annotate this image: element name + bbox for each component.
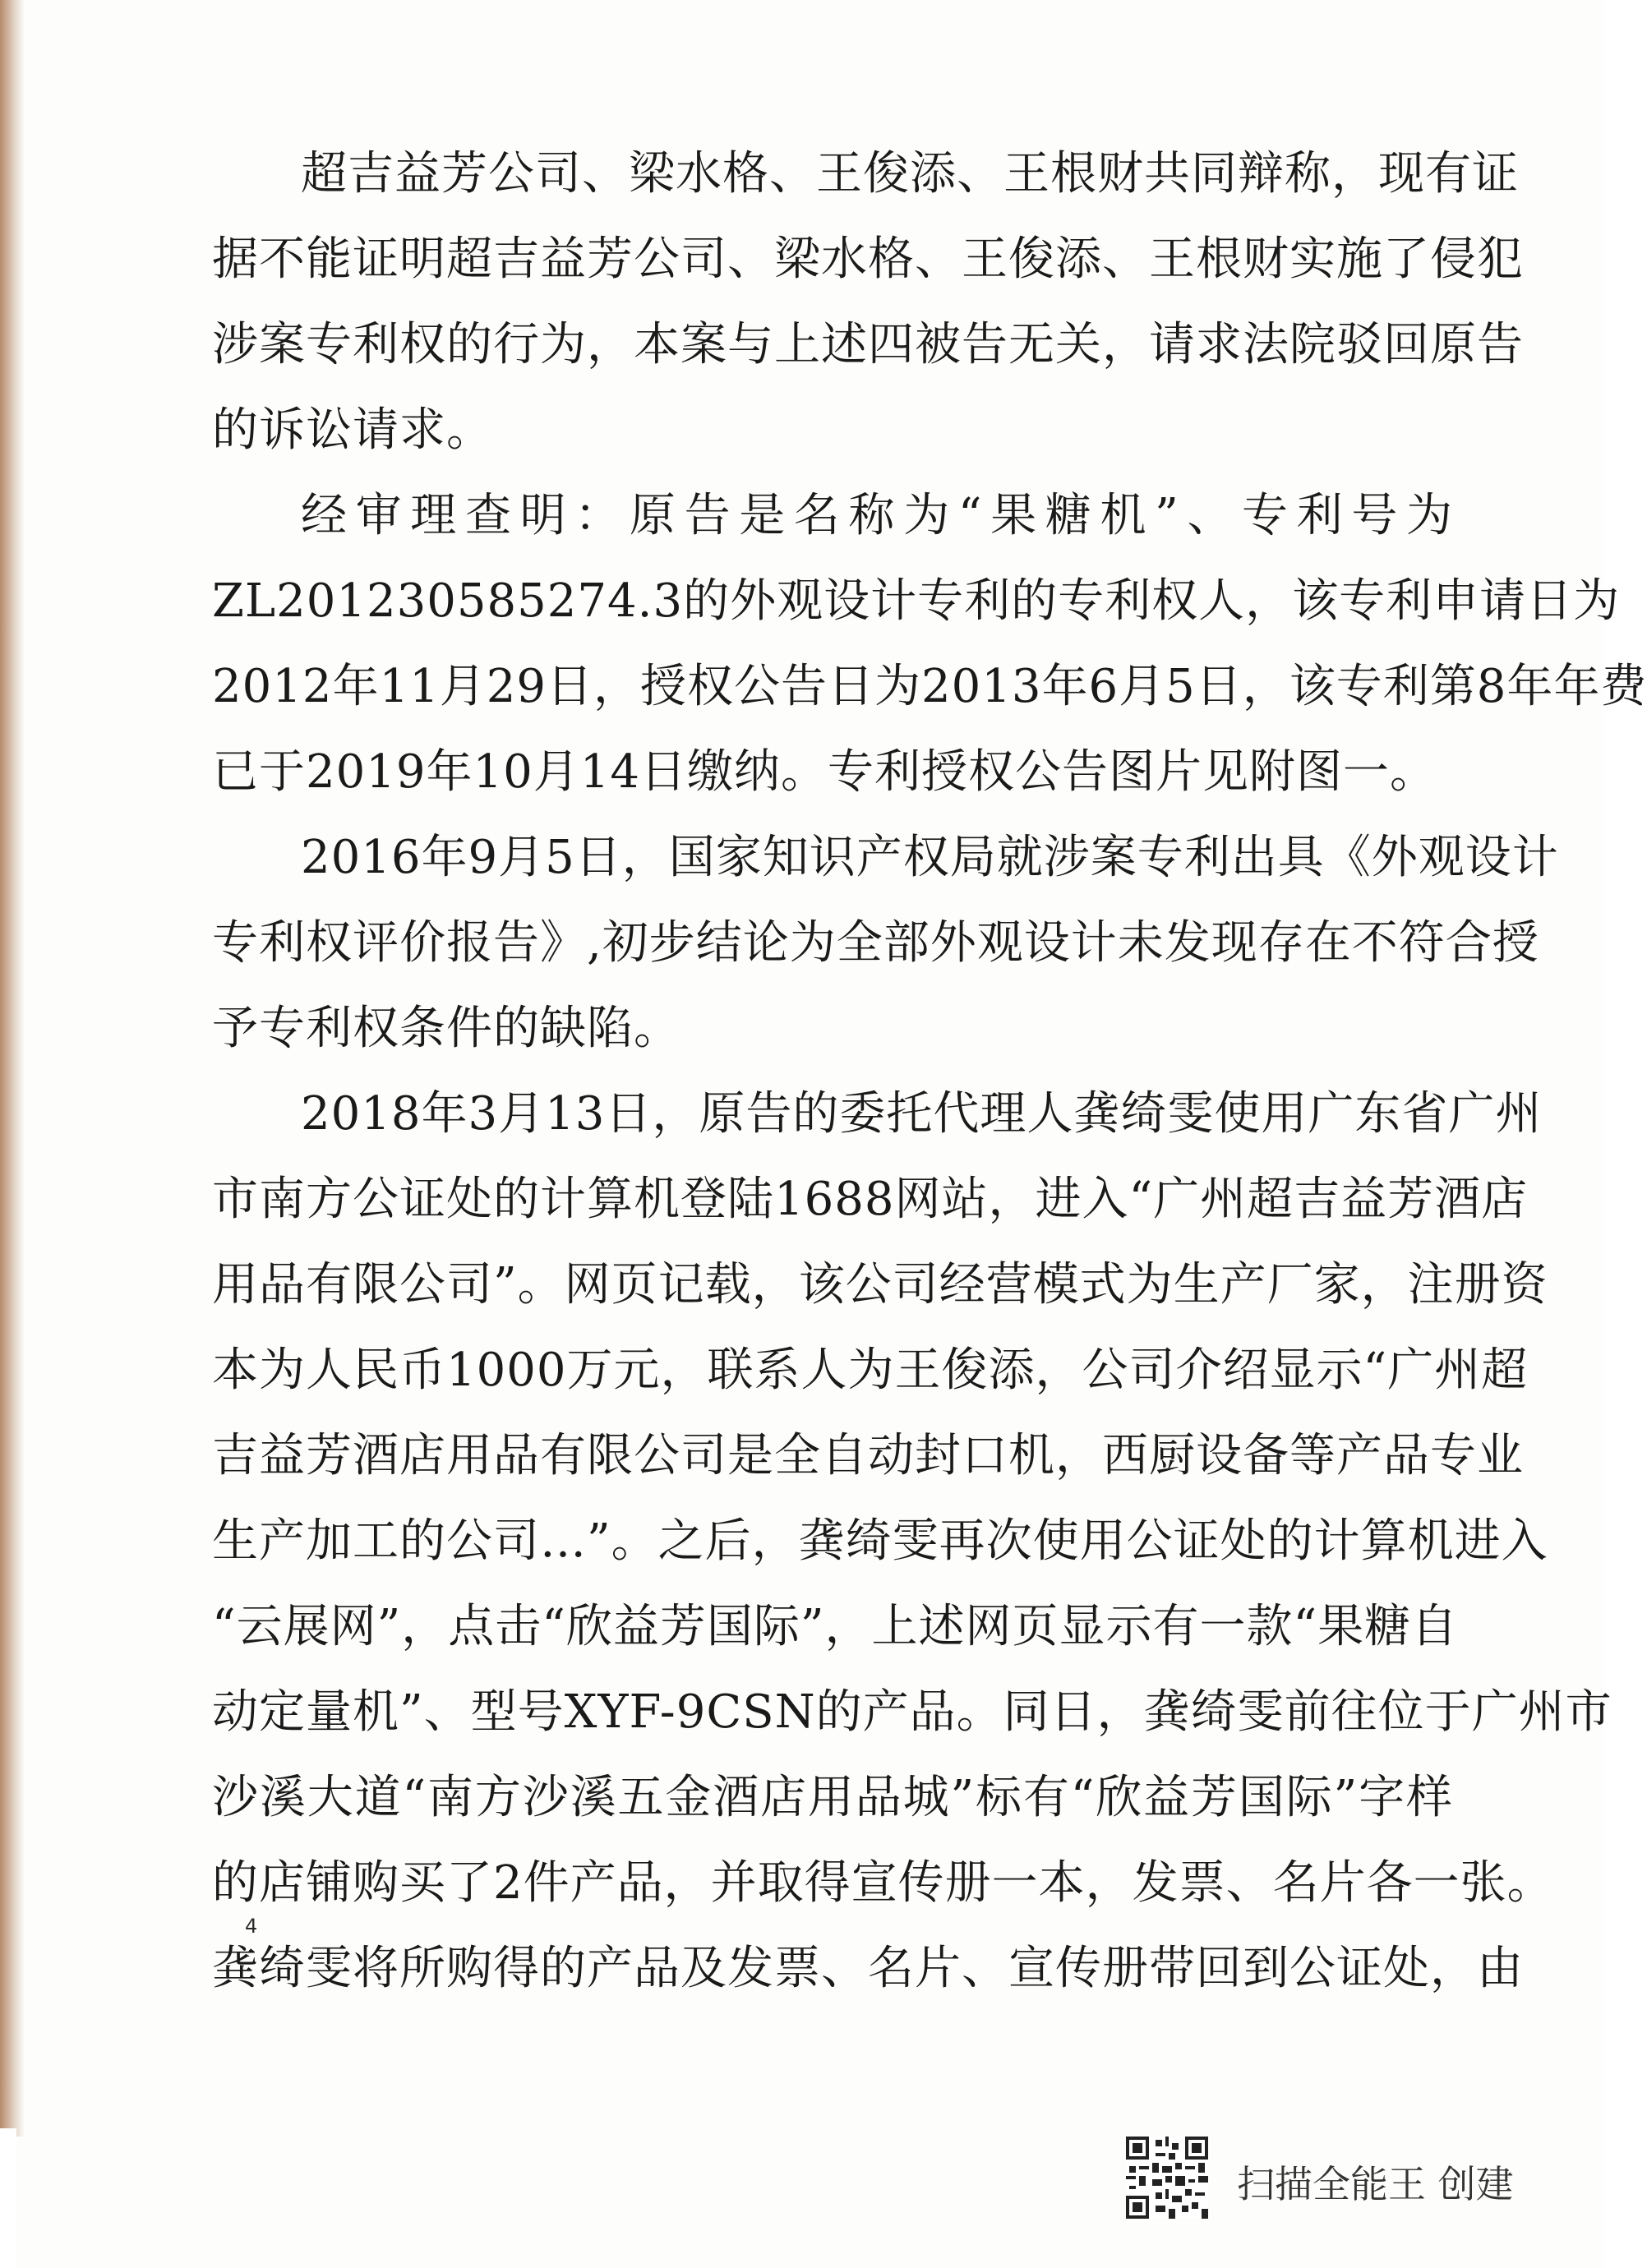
page-number: 4 [245, 1915, 258, 1938]
text-line: 的诉讼请求。 [212, 403, 493, 457]
text-line: 2012年11月29日，授权公告日为2013年6月5日，该专利第8年年费 [212, 660, 1647, 713]
text-line: 超吉益芳公司、梁水格、王俊添、王根财共同辩称，现有证 [301, 147, 1519, 201]
text-line: 予专利权条件的缺陷。 [212, 1002, 680, 1055]
text-line: 专利权评价报告》,初步结论为全部外观设计未发现存在不符合授 [212, 916, 1539, 970]
text-line: 沙溪大道“南方沙溪五金酒店用品城”标有“欣益芳国际”字样 [212, 1771, 1454, 1824]
document-body [212, 131, 1647, 2012]
page-edge-shadow [0, 0, 25, 2137]
text-line: 龚绮雯将所购得的产品及发票、名片、宣传册带回到公证处，由 [212, 1942, 1524, 1995]
text-line: 的店铺购买了2件产品，并取得宣传册一本，发票、名片各一张。 [212, 1856, 1554, 1910]
text-line: “云展网”，点击“欣益芳国际”，上述网页显示有一款“果糖自 [212, 1600, 1459, 1653]
text-line: ZL201230585274.3的外观设计专利的专利权人，该专利申请日为 [212, 574, 1621, 628]
text-line: 生产加工的公司…”。之后，龚绮雯再次使用公证处的计算机进入 [212, 1514, 1548, 1568]
text-line: 用品有限公司”。网页记载，该公司经营模式为生产厂家，注册资 [212, 1258, 1548, 1311]
scanner-watermark: 扫描全能王 创建 [1237, 2162, 1514, 2206]
text-line: 据不能证明超吉益芳公司、梁水格、王俊添、王根财实施了侵犯 [212, 233, 1524, 286]
text-line: 吉益芳酒店用品有限公司是全自动封口机，西厨设备等产品专业 [212, 1429, 1524, 1482]
qr-code-icon [1126, 2137, 1208, 2219]
text-line: 2018年3月13日，原告的委托代理人龚绮雯使用广东省广州 [301, 1087, 1543, 1141]
text-line: 本为人民币1000万元，联系人为王俊添，公司介绍显示“广州超 [212, 1344, 1529, 1397]
text-line: 2016年9月5日，国家知识产权局就涉案专利出具《外观设计 [301, 831, 1559, 884]
page-edge-bottom [0, 2128, 16, 2268]
text-line: 经审理查明：原告是名称为“果糖机”、专利号为 [301, 489, 1453, 542]
text-line: 已于2019年10月14日缴纳。专利授权公告图片见附图一。 [212, 745, 1437, 799]
text-line: 动定量机”、型号XYF-9CSN的产品。同日，龚绮雯前往位于广州市 [212, 1685, 1612, 1739]
text-line: 市南方公证处的计算机登陆1688网站，进入“广州超吉益芳酒店 [212, 1173, 1529, 1226]
text-line: 涉案专利权的行为，本案与上述四被告无关，请求法院驳回原告 [212, 318, 1524, 371]
